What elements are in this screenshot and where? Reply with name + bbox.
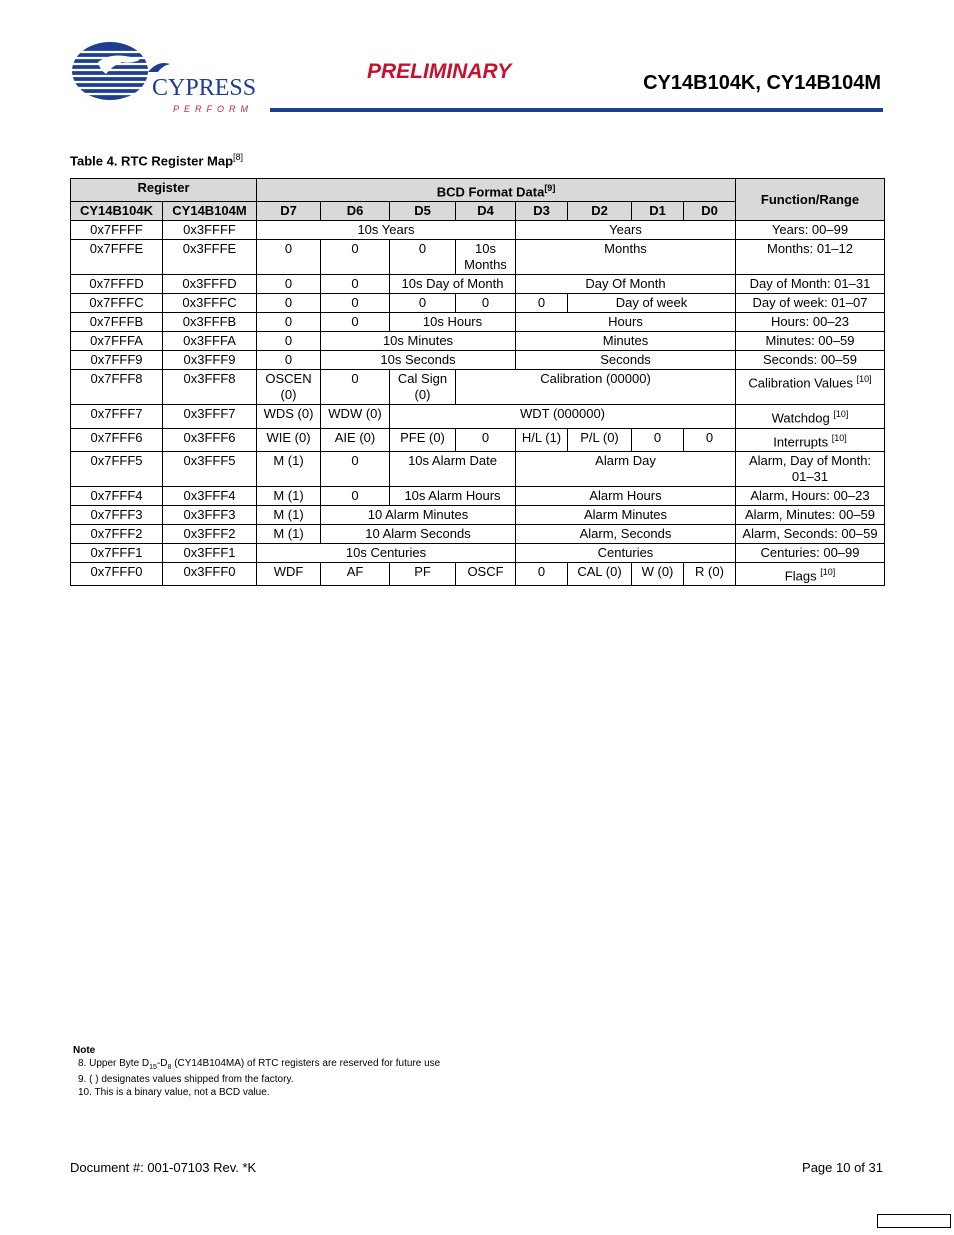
table-caption [70, 152, 243, 168]
bit-field-cell: M (1) [257, 451, 321, 486]
bit-field-cell: 0 [321, 240, 390, 275]
function-range-cell [736, 240, 885, 275]
register-address-k: 0x7FFF3 [71, 505, 163, 524]
header-cy14b104m: CY14B104M [163, 202, 257, 221]
register-address-m: 0x3FFF9 [163, 351, 257, 370]
table-row [71, 451, 885, 486]
note-8 [73, 1058, 440, 1075]
table-row [71, 428, 885, 451]
register-address-m: 0x3FFF0 [163, 562, 257, 585]
bit-field-cell: WDF [257, 562, 321, 585]
bit-field-cell: 0 [321, 451, 390, 486]
note-10: 10. This is a binary value, not a BCD value. [78, 1086, 270, 1098]
bit-field-cell: OSCEN (0) [257, 370, 321, 405]
bit-field-cell: 0 [257, 351, 321, 370]
bit-field-cell: Day Of Month [516, 275, 736, 294]
note-8-mid: -D [156, 1057, 168, 1069]
function-range-cell [736, 405, 885, 428]
bit-field-cell: Seconds [516, 351, 736, 370]
register-address-k: 0x7FFFF [71, 221, 163, 240]
bit-field-cell: 0 [321, 275, 390, 294]
table-row [71, 543, 885, 562]
bit-field-cell: 0 [257, 275, 321, 294]
function-range-cell [736, 275, 885, 294]
bit-field-cell: 0 [257, 240, 321, 275]
function-range-text: Alarm, Hours: 00–23 [750, 487, 870, 503]
register-address-k: 0x7FFFB [71, 313, 163, 332]
bit-field-cell: Alarm Day [516, 451, 736, 486]
logo-tagline: PERFORM [173, 104, 253, 114]
function-range-text: Calibration Values [748, 375, 853, 391]
bit-field-cell: 0 [390, 294, 456, 313]
table-row [71, 275, 885, 294]
register-address-m: 0x3FFFC [163, 294, 257, 313]
bit-field-cell: 0 [632, 428, 684, 451]
bit-field-cell: AF [321, 562, 390, 585]
function-range-cell [736, 451, 885, 486]
register-address-k: 0x7FFF7 [71, 405, 163, 428]
function-range-text: Watchdog [771, 410, 830, 426]
register-address-m: 0x3FFF2 [163, 524, 257, 543]
header-function-range: Function/Range [736, 179, 885, 221]
function-range-ref: [10] [831, 432, 847, 443]
bit-field-cell: 0 [456, 294, 516, 313]
bit-field-cell: 0 [321, 294, 390, 313]
table-row [71, 294, 885, 313]
register-address-m: 0x3FFF5 [163, 451, 257, 486]
bit-field-cell: 10 Alarm Minutes [321, 505, 516, 524]
function-range-text: Months: 01–12 [766, 241, 853, 257]
function-range-cell [736, 351, 885, 370]
function-range-text: Alarm, Seconds: 00–59 [742, 525, 878, 541]
table-row [71, 240, 885, 275]
header-d1: D1 [632, 202, 684, 221]
function-range-cell [736, 505, 885, 524]
function-range-text: Day of Month: 01–31 [749, 276, 871, 292]
note-8-sub-8: 8 [167, 1063, 172, 1071]
header-d0: D0 [684, 202, 736, 221]
table-row [71, 221, 885, 240]
register-address-m: 0x3FFFF [163, 221, 257, 240]
bit-field-cell: P/L (0) [568, 428, 632, 451]
register-address-k: 0x7FFF0 [71, 562, 163, 585]
register-address-k: 0x7FFFC [71, 294, 163, 313]
bit-field-cell: CAL (0) [568, 562, 632, 585]
bit-field-cell: 0 [321, 313, 390, 332]
function-range-text: Alarm, Minutes: 00–59 [744, 506, 876, 522]
bit-field-cell: M (1) [257, 524, 321, 543]
header-cy14b104k: CY14B104K [71, 202, 163, 221]
bit-field-cell: WIE (0) [257, 428, 321, 451]
function-range-cell [736, 370, 885, 405]
bit-field-cell: WDS (0) [257, 405, 321, 428]
function-range-ref: [10] [856, 374, 872, 385]
table-row [71, 562, 885, 585]
register-address-k: 0x7FFF1 [71, 543, 163, 562]
header-bcd-format [257, 179, 736, 202]
globe-icon [70, 40, 150, 102]
function-range-ref: [10] [820, 566, 836, 577]
table-caption-ref: [8] [233, 152, 244, 162]
bit-field-cell: PFE (0) [390, 428, 456, 451]
header-divider [270, 108, 883, 112]
register-address-m: 0x3FFF6 [163, 428, 257, 451]
function-range-text: Minutes: 00–59 [765, 333, 855, 349]
function-range-cell [736, 486, 885, 505]
header-register: Register [71, 179, 257, 202]
bit-field-cell: 10s Hours [390, 313, 516, 332]
function-range-text: Interrupts [773, 433, 829, 449]
bit-field-cell: 0 [390, 240, 456, 275]
bit-field-cell: 0 [456, 428, 516, 451]
bit-field-cell: Alarm Minutes [516, 505, 736, 524]
bit-field-cell: Alarm, Seconds [516, 524, 736, 543]
notes-section [73, 1045, 440, 1099]
bit-field-cell: WDT (000000) [390, 405, 736, 428]
bit-field-cell: Alarm Hours [516, 486, 736, 505]
bit-field-cell: W (0) [632, 562, 684, 585]
function-range-text: Day of week: 01–07 [752, 295, 868, 311]
bit-field-cell: 0 [516, 294, 568, 313]
function-range-text: Years: 00–99 [771, 222, 849, 238]
bit-field-cell: Years [516, 221, 736, 240]
function-range-cell [736, 562, 885, 585]
function-range-text: Flags [784, 568, 817, 584]
page-number: Page 10 of 31 [802, 1160, 883, 1175]
function-range-text: Alarm, Day of Month: 01–31 [748, 452, 872, 484]
function-range-cell [736, 428, 885, 451]
register-address-k: 0x7FFFE [71, 240, 163, 275]
bit-field-cell: H/L (1) [516, 428, 568, 451]
register-address-m: 0x3FFF8 [163, 370, 257, 405]
header-d4: D4 [456, 202, 516, 221]
bit-field-cell: PF [390, 562, 456, 585]
register-address-k: 0x7FFF9 [71, 351, 163, 370]
bit-field-cell: AIE (0) [321, 428, 390, 451]
note-9: 9. ( ) designates values shipped from the factory. [78, 1074, 294, 1085]
bit-field-cell: 0 [684, 428, 736, 451]
bit-field-cell: R (0) [684, 562, 736, 585]
bit-field-cell: 10s Alarm Date [390, 451, 516, 486]
bit-field-cell: 10s Minutes [321, 332, 516, 351]
table-row [71, 351, 885, 370]
table-row [71, 332, 885, 351]
header-bcd-text: BCD Format Data [436, 184, 545, 200]
register-address-m: 0x3FFF4 [163, 486, 257, 505]
function-range-cell [736, 294, 885, 313]
bit-field-cell: 0 [257, 313, 321, 332]
header-bcd-ref: [9] [544, 183, 556, 193]
bit-field-cell: WDW (0) [321, 405, 390, 428]
function-range-cell [736, 313, 885, 332]
bit-field-cell: M (1) [257, 486, 321, 505]
table-row [71, 405, 885, 428]
table-row [71, 505, 885, 524]
table-row [71, 524, 885, 543]
bit-field-cell: Cal Sign (0) [390, 370, 456, 405]
header-d7: D7 [257, 202, 321, 221]
register-address-k: 0x7FFFD [71, 275, 163, 294]
note-8-suffix: (CY14B104MA) of RTC registers are reserved for future use [171, 1057, 441, 1069]
bit-field-cell: M (1) [257, 505, 321, 524]
register-address-m: 0x3FFFD [163, 275, 257, 294]
register-address-m: 0x3FFF3 [163, 505, 257, 524]
note-8-prefix: 8. Upper Byte D [78, 1057, 150, 1069]
function-range-text: Seconds: 00–59 [763, 352, 857, 368]
bit-field-cell: 0 [321, 370, 390, 405]
register-address-m: 0x3FFF1 [163, 543, 257, 562]
bit-field-cell: 0 [321, 486, 390, 505]
header-d5: D5 [390, 202, 456, 221]
function-range-cell [736, 524, 885, 543]
register-address-k: 0x7FFF8 [71, 370, 163, 405]
note-8-sub-15: 15 [149, 1063, 157, 1071]
bit-field-cell: Calibration (00000) [456, 370, 736, 405]
bit-field-cell: 10s Months [456, 240, 516, 275]
bit-field-cell: 10s Centuries [257, 543, 516, 562]
function-range-text: Hours: 00–23 [770, 314, 850, 330]
register-address-m: 0x3FFF7 [163, 405, 257, 428]
bit-field-cell: Centuries [516, 543, 736, 562]
table-body [71, 221, 885, 586]
table-row [71, 313, 885, 332]
bit-field-cell: Hours [516, 313, 736, 332]
register-address-m: 0x3FFFE [163, 240, 257, 275]
table-caption-text: Table 4. RTC Register Map [70, 153, 234, 169]
bit-field-cell: 10s Alarm Hours [390, 486, 516, 505]
bit-field-cell: OSCF [456, 562, 516, 585]
register-address-k: 0x7FFF2 [71, 524, 163, 543]
bit-field-cell: 10 Alarm Seconds [321, 524, 516, 543]
register-address-k: 0x7FFF6 [71, 428, 163, 451]
preliminary-label: PRELIMINARY [367, 60, 512, 83]
register-address-m: 0x3FFFB [163, 313, 257, 332]
header-d3: D3 [516, 202, 568, 221]
table-row [71, 486, 885, 505]
bit-field-cell: 10s Years [257, 221, 516, 240]
bit-field-cell: 10s Day of Month [390, 275, 516, 294]
register-address-k: 0x7FFF4 [71, 486, 163, 505]
bit-field-cell: Minutes [516, 332, 736, 351]
register-address-k: 0x7FFF5 [71, 451, 163, 486]
bit-field-cell: 10s Seconds [321, 351, 516, 370]
header-d6: D6 [321, 202, 390, 221]
bit-field-cell: 0 [257, 332, 321, 351]
logo-wordmark: CYPRESS [152, 75, 257, 101]
rtc-register-map-table [70, 178, 885, 586]
bit-field-cell: 0 [516, 562, 568, 585]
document-number: Document #: 001-07103 Rev. *K [70, 1160, 257, 1175]
header-d2: D2 [568, 202, 632, 221]
table-row [71, 370, 885, 405]
function-range-cell [736, 332, 885, 351]
feedback-box[interactable] [877, 1214, 951, 1228]
function-range-text: Centuries: 00–99 [760, 544, 860, 560]
function-range-cell [736, 543, 885, 562]
part-number-title: CY14B104K, CY14B104M [643, 72, 881, 94]
bit-field-cell: 0 [257, 294, 321, 313]
register-address-m: 0x3FFFA [163, 332, 257, 351]
function-range-ref: [10] [833, 409, 849, 420]
notes-title: Note [73, 1045, 96, 1056]
register-address-k: 0x7FFFA [71, 332, 163, 351]
function-range-cell [736, 221, 885, 240]
bit-field-cell: Day of week [568, 294, 736, 313]
bit-field-cell: Months [516, 240, 736, 275]
